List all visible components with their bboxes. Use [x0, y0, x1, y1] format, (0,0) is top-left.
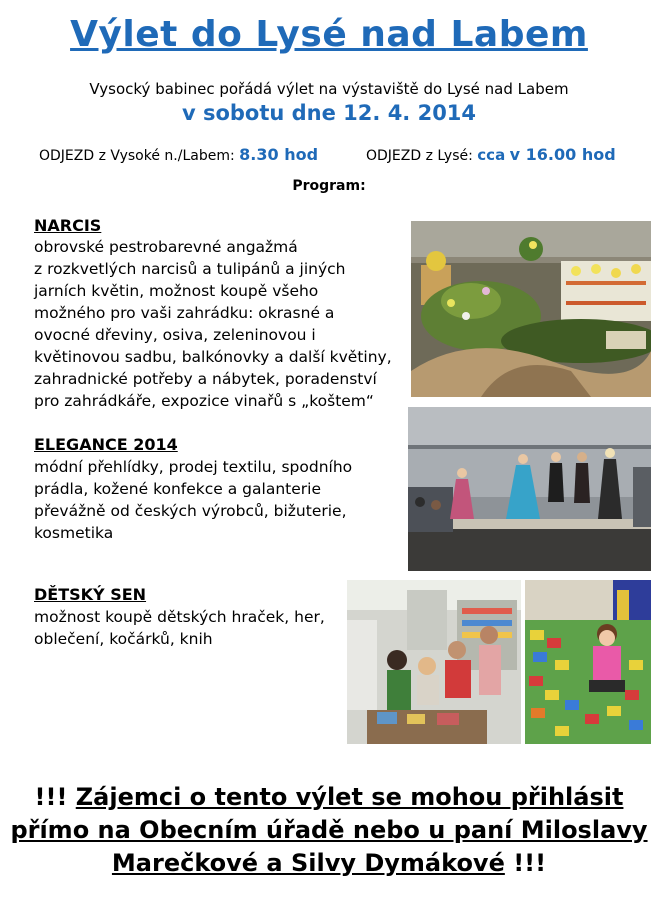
section-heading-elegance: ELEGANCE 2014 — [34, 435, 178, 454]
departure-out-label: ODJEZD z Vysoké n./Labem: — [39, 148, 235, 164]
section-text-detsky-sen: možnost koupě dětských hraček, her, oblečení, kočárků, knih — [34, 608, 325, 648]
signup-line-2 — [0, 814, 658, 847]
section-text-elegance: módní přehlídky, prodej textilu, spodního prádla, kožené konfekce a galanterie převážně od českých výrobců, bižuterie, kosmetika — [34, 458, 353, 542]
departure-out-time: 8.30 hod — [239, 145, 319, 164]
signup-text-1: Zájemci o tento výlet se mohou přihlásit — [75, 783, 624, 811]
signup-line-3 — [0, 847, 658, 880]
section-heading-narcis: NARCIS — [34, 216, 102, 235]
departure-back — [366, 145, 616, 164]
children-fair-photo — [347, 580, 521, 744]
departure-back-approx: cca — [477, 146, 506, 164]
signup-prefix: !!! — [34, 783, 76, 811]
program-heading: Program: — [292, 178, 366, 194]
flower-exhibition-photo — [411, 221, 651, 397]
page-title: Výlet do Lysé nad Labem — [70, 14, 588, 55]
signup-text-3: Marečkové a Silvy Dymákové — [111, 849, 505, 877]
signup-suffix: !!! — [504, 849, 547, 877]
signup-line-1 — [0, 781, 658, 814]
section-heading-detsky-sen: DĚTSKÝ SEN — [34, 585, 147, 604]
section-text-narcis: obrovské pestrobarevné angažmá z rozkvetlých narcisů a tulipánů a jiných jarních květin, možnost koupě všeho možného pro vaši zahrádku: okrasné a ovocné dřeviny, osiva, zeleninovou i květinovou sadbu, balkónovky a další květiny, zahradnické potřeby a nábytek, poradenství pro zahrádkáře, expozice vinařů s „koštem“ — [34, 238, 392, 410]
event-date: v sobotu dne 12. 4. 2014 — [181, 101, 477, 125]
subtitle: Vysocký babinec pořádá výlet na výstaviště do Lysé nad Labem — [89, 80, 569, 98]
toy-blocks-photo — [525, 580, 651, 744]
signup-text-2: přímo na Obecním úřadě nebo u paní Miloslavy — [10, 816, 648, 844]
departure-back-time: v 16.00 hod — [509, 145, 616, 164]
departure-back-label: ODJEZD z Lysé: — [366, 148, 473, 164]
signup-notice — [0, 781, 658, 880]
departure-out — [39, 145, 318, 164]
fashion-show-photo — [408, 407, 651, 571]
